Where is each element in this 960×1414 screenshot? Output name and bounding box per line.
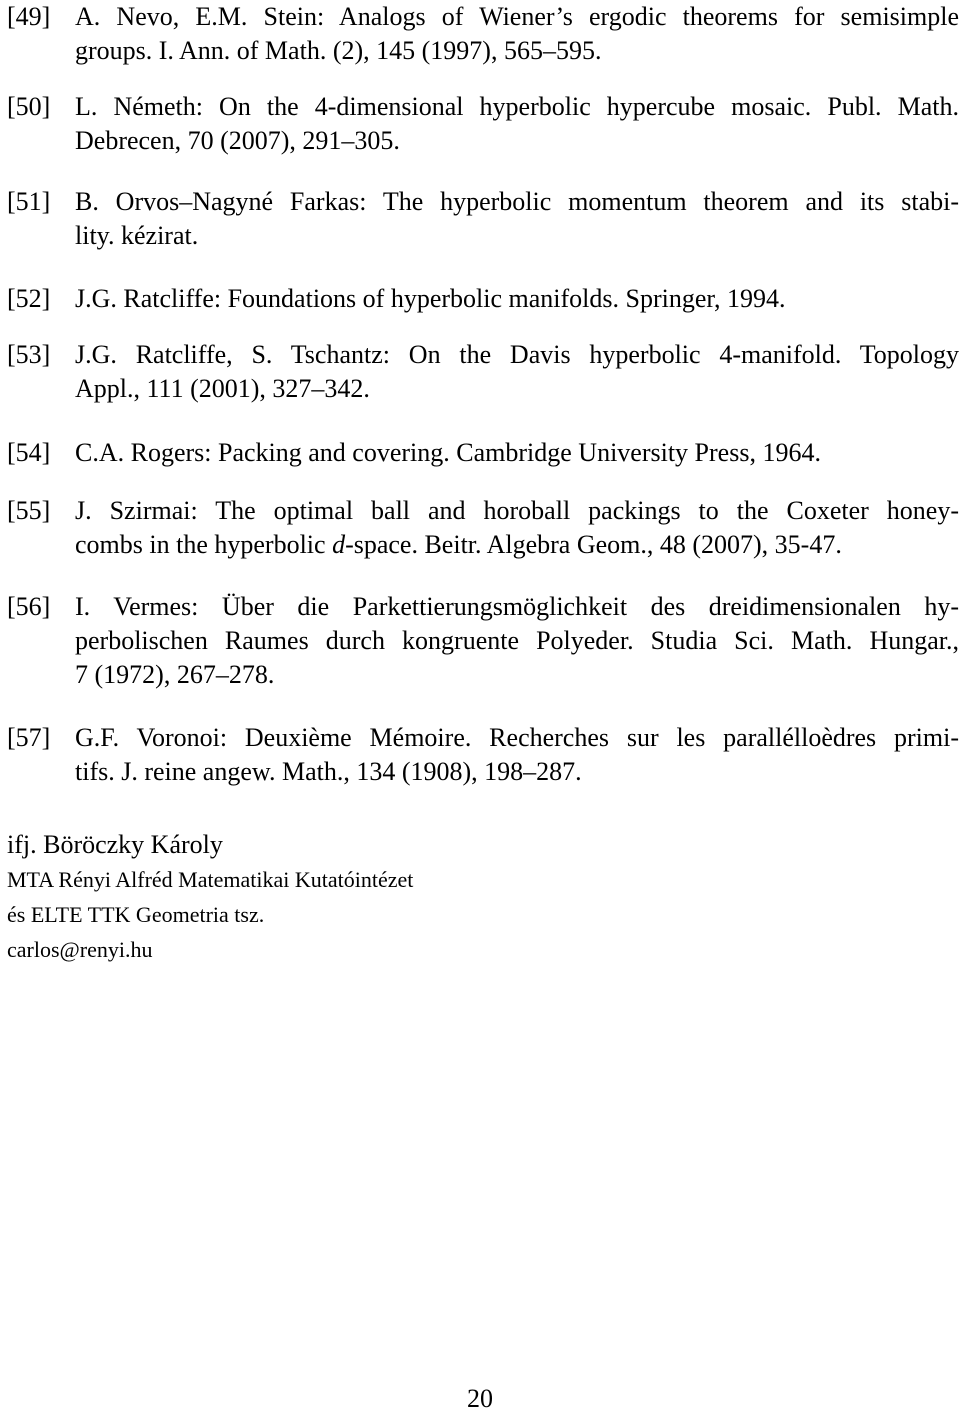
reference-number: [57] <box>7 723 51 752</box>
reference-54 <box>7 436 959 470</box>
reference-text: groups. I. Ann. of Math. (2), 145 (1997), 565–595. <box>75 36 602 65</box>
reference-number: [54] <box>7 438 51 467</box>
reference-text: J. Szirmai: The optimal ball and horoball packings to the Coxeter honey- <box>75 496 959 525</box>
reference-text: L. Németh: On the 4-dimensional hyperbolic hypercube mosaic. Publ. Math. <box>75 92 959 121</box>
author-signature <box>7 828 907 967</box>
author-department: és ELTE TTK Geometria tsz. <box>7 902 265 927</box>
reference-line <box>7 721 959 755</box>
reference-50 <box>7 90 959 158</box>
reference-52 <box>7 282 959 316</box>
reference-number: [52] <box>7 284 51 313</box>
reference-text: A. Nevo, E.M. Stein: Analogs of Wiener’s ergodic theorems for semisimple <box>75 2 959 31</box>
reference-text: Debrecen, 70 (2007), 291–305. <box>75 126 400 155</box>
reference-text: C.A. Rogers: Packing and covering. Cambridge University Press, 1964. <box>75 438 821 467</box>
reference-55 <box>7 494 959 562</box>
reference-text: combs in the hyperbolic d-space. Beitr. Algebra Geom., 48 (2007), 35-47. <box>75 530 842 559</box>
reference-text: J.G. Ratcliffe, S. Tschantz: On the Davis hyperbolic 4-manifold. Topology <box>75 340 959 369</box>
reference-line <box>7 185 959 219</box>
reference-text: J.G. Ratcliffe: Foundations of hyperbolic manifolds. Springer, 1994. <box>75 284 786 313</box>
reference-number: [50] <box>7 92 51 121</box>
reference-line <box>7 528 959 562</box>
reference-line <box>7 282 959 316</box>
reference-number: [56] <box>7 592 51 621</box>
reference-line <box>7 624 959 658</box>
reference-text: lity. kézirat. <box>75 221 199 250</box>
reference-text: Appl., 111 (2001), 327–342. <box>75 374 370 403</box>
reference-53 <box>7 338 959 406</box>
reference-line <box>7 338 959 372</box>
reference-line <box>7 755 959 789</box>
reference-line <box>7 219 959 253</box>
reference-51 <box>7 185 959 253</box>
reference-line <box>7 372 959 406</box>
reference-line <box>7 590 959 624</box>
reference-line <box>7 34 959 68</box>
author-institute: MTA Rényi Alfréd Matematikai Kutatóintézet <box>7 867 414 892</box>
reference-line <box>7 0 959 34</box>
reference-text: perbolischen Raumes durch kongruente Polyeder. Studia Sci. Math. Hungar., <box>75 626 959 655</box>
reference-56 <box>7 590 959 692</box>
reference-line <box>7 494 959 528</box>
reference-text: B. Orvos–Nagyné Farkas: The hyperbolic momentum theorem and its stabi- <box>75 187 959 216</box>
reference-text: tifs. J. reine angew. Math., 134 (1908), 198–287. <box>75 757 582 786</box>
reference-text: I. Vermes: Über die Parkettierungsmöglichkeit des dreidimensionalen hy- <box>75 592 959 621</box>
reference-line <box>7 90 959 124</box>
reference-49 <box>7 0 959 68</box>
math-variable-d: d <box>332 530 346 559</box>
reference-number: [55] <box>7 496 51 525</box>
reference-text: G.F. Voronoi: Deuxième Mémoire. Recherches sur les parallélloèdres primi- <box>75 723 959 752</box>
reference-number: [53] <box>7 340 51 369</box>
reference-line <box>7 124 959 158</box>
author-email[interactable]: carlos@renyi.hu <box>7 937 153 962</box>
reference-line <box>7 658 959 692</box>
page-number: 20 <box>467 1384 493 1413</box>
author-name: ifj. Böröczky Károly <box>7 830 223 859</box>
reference-line <box>7 436 959 470</box>
reference-number: [49] <box>7 2 51 31</box>
reference-text: 7 (1972), 267–278. <box>75 660 275 689</box>
reference-57 <box>7 721 959 789</box>
reference-number: [51] <box>7 187 51 216</box>
